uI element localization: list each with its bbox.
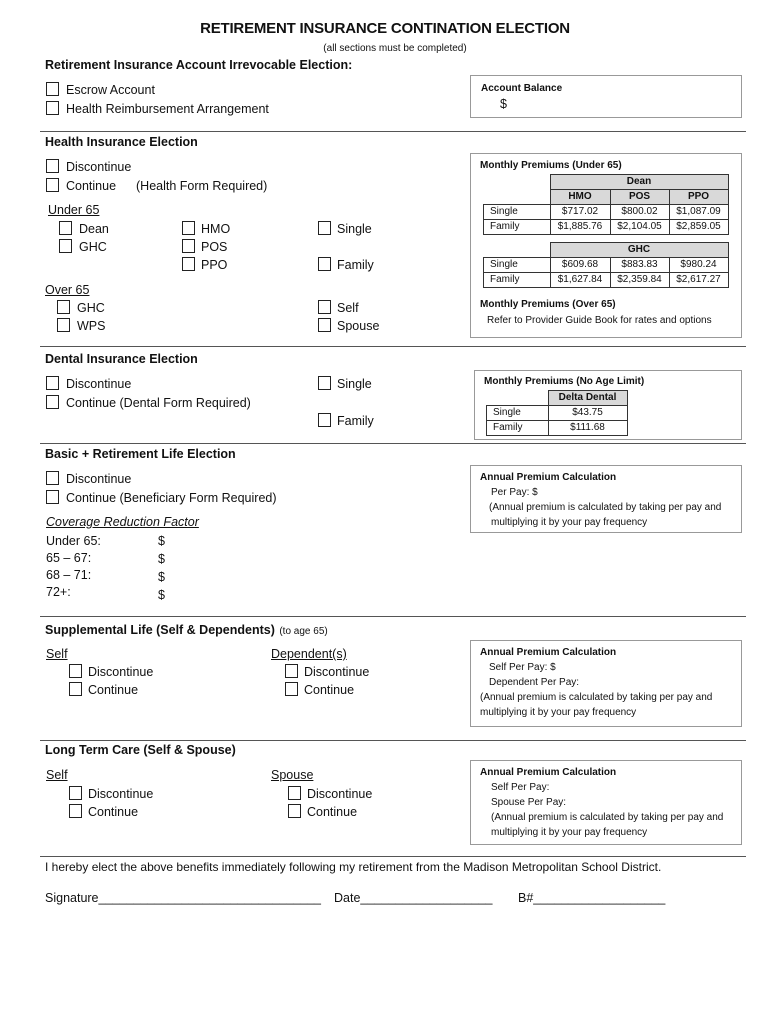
supp-self-discontinue-checkbox[interactable] bbox=[69, 664, 82, 678]
wps-label: WPS bbox=[77, 319, 106, 333]
table-cell: $717.02 bbox=[550, 205, 610, 220]
ltc-calc-title: Annual Premium Calculation bbox=[480, 767, 617, 778]
supp-dependent-label: Dependent(s) bbox=[271, 647, 347, 661]
health-family-label: Family bbox=[337, 258, 374, 272]
ghc-label: GHC bbox=[79, 240, 107, 254]
row-label: Single bbox=[484, 258, 551, 273]
hra-label: Health Reimbursement Arrangement bbox=[66, 102, 269, 116]
escrow-label: Escrow Account bbox=[66, 83, 155, 97]
supp-dep-continue-label: Continue bbox=[304, 683, 355, 697]
dean-premium-table bbox=[483, 174, 729, 235]
ltc-spouse-discontinue-checkbox[interactable] bbox=[288, 786, 301, 800]
life-discontinue-label: Discontinue bbox=[66, 472, 132, 486]
date-field[interactable]: Date___________________ bbox=[334, 891, 493, 905]
divider bbox=[40, 740, 746, 741]
ltc-self-per-pay[interactable]: Self Per Pay: bbox=[491, 782, 550, 793]
life-heading: Basic + Retirement Life Election bbox=[45, 447, 236, 461]
dental-discontinue-checkbox[interactable] bbox=[46, 376, 59, 390]
table-cell: $2,617.27 bbox=[669, 273, 728, 288]
account-heading: Retirement Insurance Account Irrevocable Election: bbox=[45, 58, 353, 72]
supp-dep-continue-checkbox[interactable] bbox=[285, 682, 298, 696]
supp-self-continue-checkbox[interactable] bbox=[69, 682, 82, 696]
divider bbox=[40, 443, 746, 444]
factor-row-label: 68 – 71: bbox=[46, 568, 92, 582]
life-calc-title: Annual Premium Calculation bbox=[480, 472, 617, 483]
factor-row-value[interactable]: $ bbox=[158, 570, 165, 584]
page-subtitle: (all sections must be completed) bbox=[323, 43, 467, 54]
supp-dep-discontinue-label: Discontinue bbox=[304, 665, 370, 679]
dental-heading: Dental Insurance Election bbox=[45, 352, 198, 366]
supp-self-continue-label: Continue bbox=[88, 683, 139, 697]
divider bbox=[40, 856, 746, 857]
dental-premiums-title: Monthly Premiums (No Age Limit) bbox=[484, 376, 645, 387]
life-note-line1: (Annual premium is calculated by taking per pay and bbox=[489, 502, 722, 513]
row-label: Family bbox=[487, 421, 549, 436]
factor-row-value[interactable]: $ bbox=[158, 534, 165, 548]
table-cell: $2,359.84 bbox=[610, 273, 669, 288]
divider bbox=[40, 346, 746, 347]
signature-field[interactable]: Signature________________________________ bbox=[45, 891, 321, 905]
dental-family-label: Family bbox=[337, 414, 374, 428]
factor-row-label: 65 – 67: bbox=[46, 551, 92, 565]
dental-single-checkbox[interactable] bbox=[318, 376, 331, 390]
life-continue-label: Continue (Beneficiary Form Required) bbox=[66, 491, 277, 505]
table-cell: $43.75 bbox=[548, 406, 627, 421]
account-balance-value[interactable]: $ bbox=[500, 97, 507, 111]
health-continue-label: Continue bbox=[66, 179, 117, 193]
ppo-header: PPO bbox=[669, 190, 728, 205]
table-cell: $2,104.05 bbox=[610, 220, 669, 235]
self-checkbox[interactable] bbox=[318, 300, 331, 314]
ltc-self-discontinue-checkbox[interactable] bbox=[69, 786, 82, 800]
factor-row-value[interactable]: $ bbox=[158, 588, 165, 602]
factor-row-value[interactable]: $ bbox=[158, 552, 165, 566]
b-number-field[interactable]: B#___________________ bbox=[518, 891, 666, 905]
dean-header: Dean bbox=[550, 175, 728, 190]
dental-premium-table bbox=[486, 390, 628, 436]
ltc-note-line2: multiplying it by your pay frequency bbox=[491, 827, 648, 838]
ghc-checkbox[interactable] bbox=[59, 239, 72, 253]
page-title: RETIREMENT INSURANCE CONTINATION ELECTION bbox=[200, 20, 570, 37]
divider bbox=[40, 616, 746, 617]
pos-header: POS bbox=[610, 190, 669, 205]
ltc-heading: Long Term Care (Self & Spouse) bbox=[45, 743, 236, 757]
supp-note-line2: multiplying it by your pay frequency bbox=[480, 707, 637, 718]
self-label: Self bbox=[337, 301, 359, 315]
table-cell: $800.02 bbox=[610, 205, 669, 220]
hmo-label: HMO bbox=[201, 222, 231, 236]
life-discontinue-checkbox[interactable] bbox=[46, 471, 59, 485]
supp-self-discontinue-label: Discontinue bbox=[88, 665, 154, 679]
election-statement: I hereby elect the above benefits immediately following my retirement from the Madison Metropolitan School District. bbox=[45, 860, 662, 874]
pos-label: POS bbox=[201, 240, 228, 254]
health-discontinue-label: Discontinue bbox=[66, 160, 132, 174]
health-continue-note: (Health Form Required) bbox=[136, 179, 268, 193]
table-cell: $111.68 bbox=[548, 421, 627, 436]
premiums-over-note: Refer to Provider Guide Book for rates and options bbox=[487, 315, 712, 326]
table-cell: $1,087.09 bbox=[669, 205, 728, 220]
table-cell: $2,859.05 bbox=[669, 220, 728, 235]
dental-single-label: Single bbox=[337, 377, 372, 391]
over65-ghc-checkbox[interactable] bbox=[57, 300, 70, 314]
health-family-checkbox[interactable] bbox=[318, 257, 331, 271]
ltc-spouse-continue-label: Continue bbox=[307, 805, 358, 819]
row-label: Single bbox=[487, 406, 549, 421]
ltc-spouse-discontinue-label: Discontinue bbox=[307, 787, 373, 801]
table-cell: $1,627.84 bbox=[550, 273, 610, 288]
health-single-label: Single bbox=[337, 222, 372, 236]
supp-self-label: Self bbox=[46, 647, 68, 661]
table-cell: $609.68 bbox=[550, 258, 610, 273]
premiums-over-title: Monthly Premiums (Over 65) bbox=[480, 299, 616, 310]
dental-continue-label: Continue (Dental Form Required) bbox=[66, 396, 251, 410]
account-balance-box bbox=[470, 75, 742, 118]
account-balance-label: Account Balance bbox=[481, 83, 563, 94]
coverage-factor-label: Coverage Reduction Factor bbox=[46, 515, 199, 529]
over65-ghc-label: GHC bbox=[77, 301, 105, 315]
supplemental-heading bbox=[45, 621, 328, 639]
supp-calc-title: Annual Premium Calculation bbox=[480, 647, 617, 658]
ppo-label: PPO bbox=[201, 258, 228, 272]
ltc-self-continue-label: Continue bbox=[88, 805, 139, 819]
table-cell: $1,885.76 bbox=[550, 220, 610, 235]
ltc-self-discontinue-label: Discontinue bbox=[88, 787, 154, 801]
supp-dep-per-pay[interactable]: Dependent Per Pay: bbox=[489, 677, 580, 688]
supp-self-per-pay[interactable]: Self Per Pay: $ bbox=[489, 662, 556, 673]
over65-label: Over 65 bbox=[45, 283, 90, 297]
row-label: Single bbox=[484, 205, 551, 220]
ltc-spouse-label: Spouse bbox=[271, 768, 314, 782]
factor-row-label: Under 65: bbox=[46, 534, 101, 548]
dental-discontinue-label: Discontinue bbox=[66, 377, 132, 391]
ghc-premium-table bbox=[483, 242, 729, 288]
ltc-spouse-continue-checkbox[interactable] bbox=[288, 804, 301, 818]
escrow-checkbox[interactable] bbox=[46, 82, 59, 96]
hmo-header: HMO bbox=[550, 190, 610, 205]
ltc-spouse-per-pay[interactable]: Spouse Per Pay: bbox=[491, 797, 567, 808]
row-label: Family bbox=[484, 220, 551, 235]
hmo-checkbox[interactable] bbox=[182, 221, 195, 235]
health-discontinue-checkbox[interactable] bbox=[46, 159, 59, 173]
dean-checkbox[interactable] bbox=[59, 221, 72, 235]
health-single-checkbox[interactable] bbox=[318, 221, 331, 235]
spouse-checkbox[interactable] bbox=[318, 318, 331, 332]
supplemental-title: Supplemental Life (Self & Dependents) bbox=[45, 623, 275, 637]
health-continue-checkbox[interactable] bbox=[46, 178, 59, 192]
pos-checkbox[interactable] bbox=[182, 239, 195, 253]
supp-dep-discontinue-checkbox[interactable] bbox=[285, 664, 298, 678]
dental-family-checkbox[interactable] bbox=[318, 413, 331, 427]
life-continue-checkbox[interactable] bbox=[46, 490, 59, 504]
row-label: Family bbox=[484, 273, 551, 288]
ltc-self-label: Self bbox=[46, 768, 68, 782]
health-heading: Health Insurance Election bbox=[45, 135, 198, 149]
dean-label: Dean bbox=[79, 222, 109, 236]
divider bbox=[40, 131, 746, 132]
ltc-self-continue-checkbox[interactable] bbox=[69, 804, 82, 818]
delta-header: Delta Dental bbox=[548, 391, 627, 406]
factor-row-label: 72+: bbox=[46, 585, 71, 599]
spouse-label: Spouse bbox=[337, 319, 380, 333]
wps-checkbox[interactable] bbox=[57, 318, 70, 332]
table-cell: $980.24 bbox=[669, 258, 728, 273]
ghc-header: GHC bbox=[550, 243, 728, 258]
hra-checkbox[interactable] bbox=[46, 101, 59, 115]
life-note-line2: multiplying it by your pay frequency bbox=[491, 517, 648, 528]
ltc-note-line1: (Annual premium is calculated by taking per pay and bbox=[491, 812, 724, 823]
life-per-pay[interactable]: Per Pay: $ bbox=[491, 487, 538, 498]
under65-label: Under 65 bbox=[48, 203, 100, 217]
ppo-checkbox[interactable] bbox=[182, 257, 195, 271]
supp-note-line1: (Annual premium is calculated by taking per pay and bbox=[480, 692, 713, 703]
premiums-under-title: Monthly Premiums (Under 65) bbox=[480, 160, 622, 171]
supplemental-note: (to age 65) bbox=[279, 626, 328, 637]
dental-continue-checkbox[interactable] bbox=[46, 395, 59, 409]
table-cell: $883.83 bbox=[610, 258, 669, 273]
